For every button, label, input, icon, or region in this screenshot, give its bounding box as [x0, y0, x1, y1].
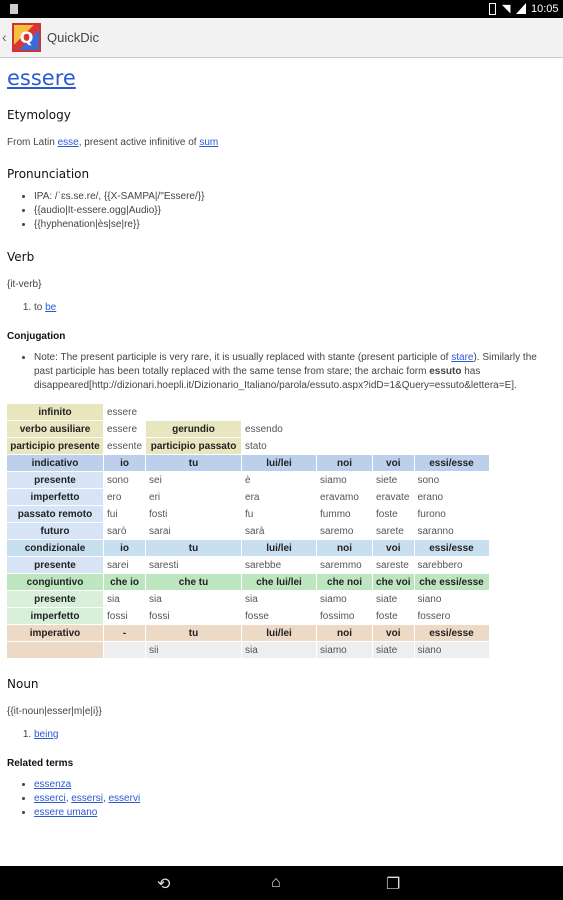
table-cell: siate — [373, 642, 413, 658]
note-mid: ). Similarly the past participle has been totally replaced with the same tense from stare; the archaic form — [34, 352, 537, 377]
table-cell: imperfetto — [7, 608, 103, 624]
table-cell: condizionale — [7, 540, 103, 556]
table-cell: siamo — [320, 593, 347, 605]
table-cell: sia — [242, 642, 316, 658]
list-item — [34, 778, 556, 792]
table-row — [7, 625, 489, 641]
table-cell: eravate — [376, 491, 410, 503]
conjugation-table — [6, 403, 490, 659]
list-item: • {{hyphenation|ès|se|re}} — [34, 218, 556, 232]
table-cell: presente — [7, 591, 103, 607]
status-bar — [0, 0, 563, 18]
pronunciation-heading: Pronunciation — [7, 167, 90, 181]
list-item — [34, 351, 556, 393]
list-item: • IPA: /ˈɛs.se.re/, {{X-SAMPA|/"Essere/}} — [34, 190, 556, 204]
table-cell: era — [245, 491, 260, 503]
table-cell: presente — [7, 557, 103, 573]
link-essenza[interactable]: essenza — [34, 779, 72, 790]
table-row — [7, 489, 489, 505]
link-being[interactable]: being — [34, 729, 59, 740]
note-bold: essuto — [429, 366, 462, 377]
back-icon[interactable]: ⟲ — [157, 876, 171, 893]
list-item — [34, 728, 556, 742]
link-stare[interactable]: stare — [451, 352, 474, 363]
table-cell: presente — [7, 472, 103, 488]
verb-heading: Verb — [7, 250, 35, 264]
pronunciation-list — [7, 190, 556, 232]
table-cell: futuro — [7, 523, 103, 539]
list-item: • {{audio|It-essere.ogg|Audio}} — [34, 204, 556, 218]
notification-icon — [10, 4, 18, 14]
table-row — [7, 506, 489, 522]
table-cell — [7, 642, 103, 658]
headword-link[interactable]: essere — [7, 66, 76, 90]
table-cell: fummo — [320, 508, 351, 520]
note-post: has disappeared[http://dizionari.hoepli.it/Dizionario_Italiano/parola/essuto.aspx?idD=1&Query=essuto&lettera=E]. — [34, 366, 517, 391]
related-terms-heading: Related terms — [7, 758, 74, 769]
table-cell: sii — [146, 642, 241, 658]
table-cell: sia — [107, 593, 120, 605]
table-row — [7, 540, 489, 556]
table-cell: sareste — [376, 559, 409, 571]
table-cell: fu — [245, 508, 254, 520]
etymology-pre: From Latin — [7, 137, 58, 148]
table-cell — [104, 642, 145, 658]
table-cell: fosti — [149, 508, 168, 520]
table-cell: che lui/lei — [242, 574, 316, 590]
table-cell: furono — [417, 508, 446, 520]
table-cell: sarò — [107, 525, 127, 537]
etymology-heading: Etymology — [7, 108, 71, 122]
table-cell: lui/lei — [242, 625, 316, 641]
link-esse[interactable]: esse — [57, 137, 79, 148]
table-cell: sarei — [107, 559, 129, 571]
wifi-icon: ◥ — [502, 3, 511, 15]
table-row — [7, 472, 489, 488]
table-cell: sarai — [149, 525, 171, 537]
table-cell: essente — [107, 440, 143, 452]
table-cell: saranno — [417, 525, 454, 537]
table-cell: imperfetto — [7, 489, 103, 505]
table-cell: che io — [104, 574, 145, 590]
table-cell: imperativo — [7, 625, 103, 641]
table-cell: noi — [317, 625, 372, 641]
table-cell: eri — [149, 491, 161, 503]
table-cell: fossi — [107, 610, 128, 622]
related-terms-list — [7, 778, 556, 820]
back-chevron-icon[interactable]: ‹ — [2, 29, 7, 45]
table-cell: fosse — [245, 610, 269, 622]
table-cell: tu — [146, 455, 241, 471]
etymology-text — [7, 136, 556, 149]
entry-content — [0, 59, 563, 866]
table-cell: fossero — [417, 610, 451, 622]
table-cell: noi — [317, 540, 372, 556]
link-essere-umano[interactable]: essere umano — [34, 807, 98, 818]
table-cell: saremo — [320, 525, 354, 537]
table-cell: siamo — [320, 474, 347, 486]
table-cell: lui/lei — [242, 455, 316, 471]
verb-template: {it-verb} — [7, 279, 42, 290]
noun-template: {{it-noun|esser|m|e|i}} — [7, 706, 102, 717]
table-cell: noi — [317, 455, 372, 471]
action-bar — [0, 18, 563, 58]
table-row — [7, 608, 489, 624]
table-row — [7, 557, 489, 573]
table-cell: sia — [149, 593, 162, 605]
table-cell: siamo — [317, 642, 372, 658]
table-cell: infinito — [7, 404, 103, 420]
table-cell: voi — [373, 625, 413, 641]
table-cell: essere — [107, 423, 138, 435]
table-cell: voi — [373, 540, 413, 556]
table-cell: lui/lei — [242, 540, 316, 556]
table-cell: indicativo — [7, 455, 103, 471]
navigation-bar — [0, 866, 563, 900]
table-cell: verbo ausiliare — [7, 421, 103, 437]
note-pre: Note: The present participle is very rare, it is usually replaced with stante (present participle of — [34, 352, 452, 363]
app-title: QuickDic — [47, 30, 100, 45]
table-cell: io — [104, 540, 145, 556]
battery-icon — [489, 3, 496, 15]
table-cell: foste — [376, 508, 398, 520]
table-cell: participio passato — [146, 438, 241, 454]
table-cell: sono — [107, 474, 129, 486]
table-cell: tu — [146, 540, 241, 556]
table-cell: fossimo — [320, 610, 355, 622]
table-row — [7, 591, 489, 607]
conjugation-heading: Conjugation — [7, 331, 66, 342]
conjugation-notes — [7, 351, 556, 393]
table-cell: saresti — [149, 559, 179, 571]
home-icon[interactable]: ⌂ — [271, 874, 281, 891]
clock: 10:05 — [531, 3, 559, 15]
table-cell: essere — [107, 406, 138, 418]
table-cell: gerundio — [146, 421, 241, 437]
table-cell: sia — [245, 593, 258, 605]
signal-icon — [516, 3, 526, 14]
table-cell: sei — [149, 474, 162, 486]
link-be[interactable]: be — [45, 302, 57, 313]
table-cell: fossi — [149, 610, 170, 622]
table-row — [7, 574, 489, 590]
table-row — [7, 404, 489, 420]
table-cell: sarebbe — [245, 559, 282, 571]
table-row — [7, 421, 489, 437]
table-cell: che noi — [317, 574, 372, 590]
link-sum[interactable]: sum — [199, 137, 219, 148]
table-cell: è — [245, 474, 251, 486]
table-cell: che voi — [373, 574, 413, 590]
sense-pre: to — [34, 302, 46, 313]
list-item: • esserci, essersi, esservi — [34, 792, 556, 806]
table-cell: io — [104, 455, 145, 471]
table-cell: essi/esse — [415, 625, 489, 641]
table-cell: siano — [415, 642, 489, 658]
table-cell: sarà — [245, 525, 265, 537]
table-cell: eravamo — [320, 491, 359, 503]
noun-heading: Noun — [7, 677, 39, 691]
table-cell: saremmo — [320, 559, 362, 571]
table-cell: passato remoto — [7, 506, 103, 522]
table-cell: sono — [417, 474, 440, 486]
table-cell: sarete — [376, 525, 404, 537]
table-row — [7, 438, 489, 454]
table-cell: fui — [107, 508, 118, 520]
table-cell: essi/esse — [415, 540, 489, 556]
table-row — [7, 455, 489, 471]
table-cell: participio presente — [7, 438, 103, 454]
link-esserci[interactable]: esserci — [34, 793, 66, 804]
link-essersi[interactable]: essersi — [71, 793, 103, 804]
table-cell: stato — [245, 440, 267, 452]
table-row — [7, 642, 489, 658]
etymology-mid: , present active infinitive of — [78, 137, 200, 148]
table-cell: ero — [107, 491, 122, 503]
app-logo-icon[interactable]: Q — [12, 23, 41, 52]
table-cell: che tu — [146, 574, 241, 590]
table-cell: voi — [373, 455, 413, 471]
table-cell: - — [104, 625, 145, 641]
list-item — [34, 806, 556, 820]
table-cell: siate — [376, 593, 398, 605]
table-cell: essi/esse — [415, 455, 489, 471]
noun-senses — [7, 728, 556, 742]
table-cell: congiuntivo — [7, 574, 103, 590]
table-cell: siano — [417, 593, 442, 605]
link-esservi[interactable]: esservi — [108, 793, 141, 804]
table-cell: sarebbero — [417, 559, 463, 571]
recent-apps-icon[interactable]: ❐ — [386, 876, 401, 893]
table-cell: tu — [146, 625, 241, 641]
table-cell: che essi/esse — [415, 574, 489, 590]
table-cell: erano — [417, 491, 444, 503]
list-item — [34, 301, 556, 315]
verb-senses — [7, 301, 556, 315]
table-cell: foste — [376, 610, 398, 622]
table-cell: siete — [376, 474, 398, 486]
table-cell: essendo — [245, 423, 283, 435]
table-row — [7, 523, 489, 539]
